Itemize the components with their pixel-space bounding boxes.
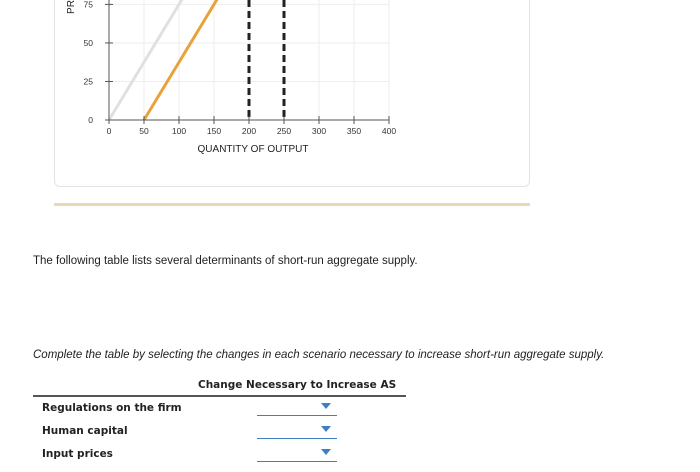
supply-chart [55, 0, 531, 188]
row-label-human-capital: Human capital [42, 425, 128, 437]
table-header [33, 379, 406, 397]
y-tick-label: 25 [83, 76, 93, 87]
row-label-regulations: Regulations on the firm [42, 402, 182, 414]
y-tick-label: 75 [83, 0, 93, 10]
regulations-dropdown[interactable] [257, 399, 337, 416]
y-axis-label: PR [66, 0, 77, 14]
caret-down-icon [321, 426, 331, 432]
x-axis-label: QUANTITY OF OUTPUT [197, 144, 309, 155]
intro-text: The following table lists several determinants of short-run aggregate supply. [33, 255, 418, 267]
instruction-text: Complete the table by selecting the changes in each scenario necessary to increase short-run aggregate supply. [33, 349, 605, 361]
x-tick-label: 100 [171, 126, 187, 136]
table-row [33, 397, 406, 420]
row-label-input-prices: Input prices [42, 448, 113, 460]
divider [54, 203, 530, 206]
table-row [33, 420, 406, 443]
x-tick-label: 150 [206, 126, 222, 136]
x-tick-label: 0 [106, 126, 112, 136]
table-row [33, 443, 406, 466]
x-tick-label: 250 [276, 126, 292, 136]
y-tick-label: 50 [83, 37, 93, 48]
caret-down-icon [321, 403, 331, 409]
caret-down-icon [321, 449, 331, 455]
y-tick-label: 0 [88, 115, 93, 125]
determinants-table [33, 379, 406, 466]
table-header-label: Change Necessary to Increase AS [198, 379, 397, 391]
human-capital-dropdown[interactable] [257, 422, 337, 439]
x-tick-label: 200 [241, 126, 257, 136]
chart-card [54, 0, 530, 187]
x-tick-label: 300 [311, 126, 327, 136]
x-tick-label: 350 [346, 126, 362, 136]
x-tick-label: 50 [139, 126, 149, 136]
x-tick-label: 400 [381, 126, 397, 136]
input-prices-dropdown[interactable] [257, 445, 337, 462]
